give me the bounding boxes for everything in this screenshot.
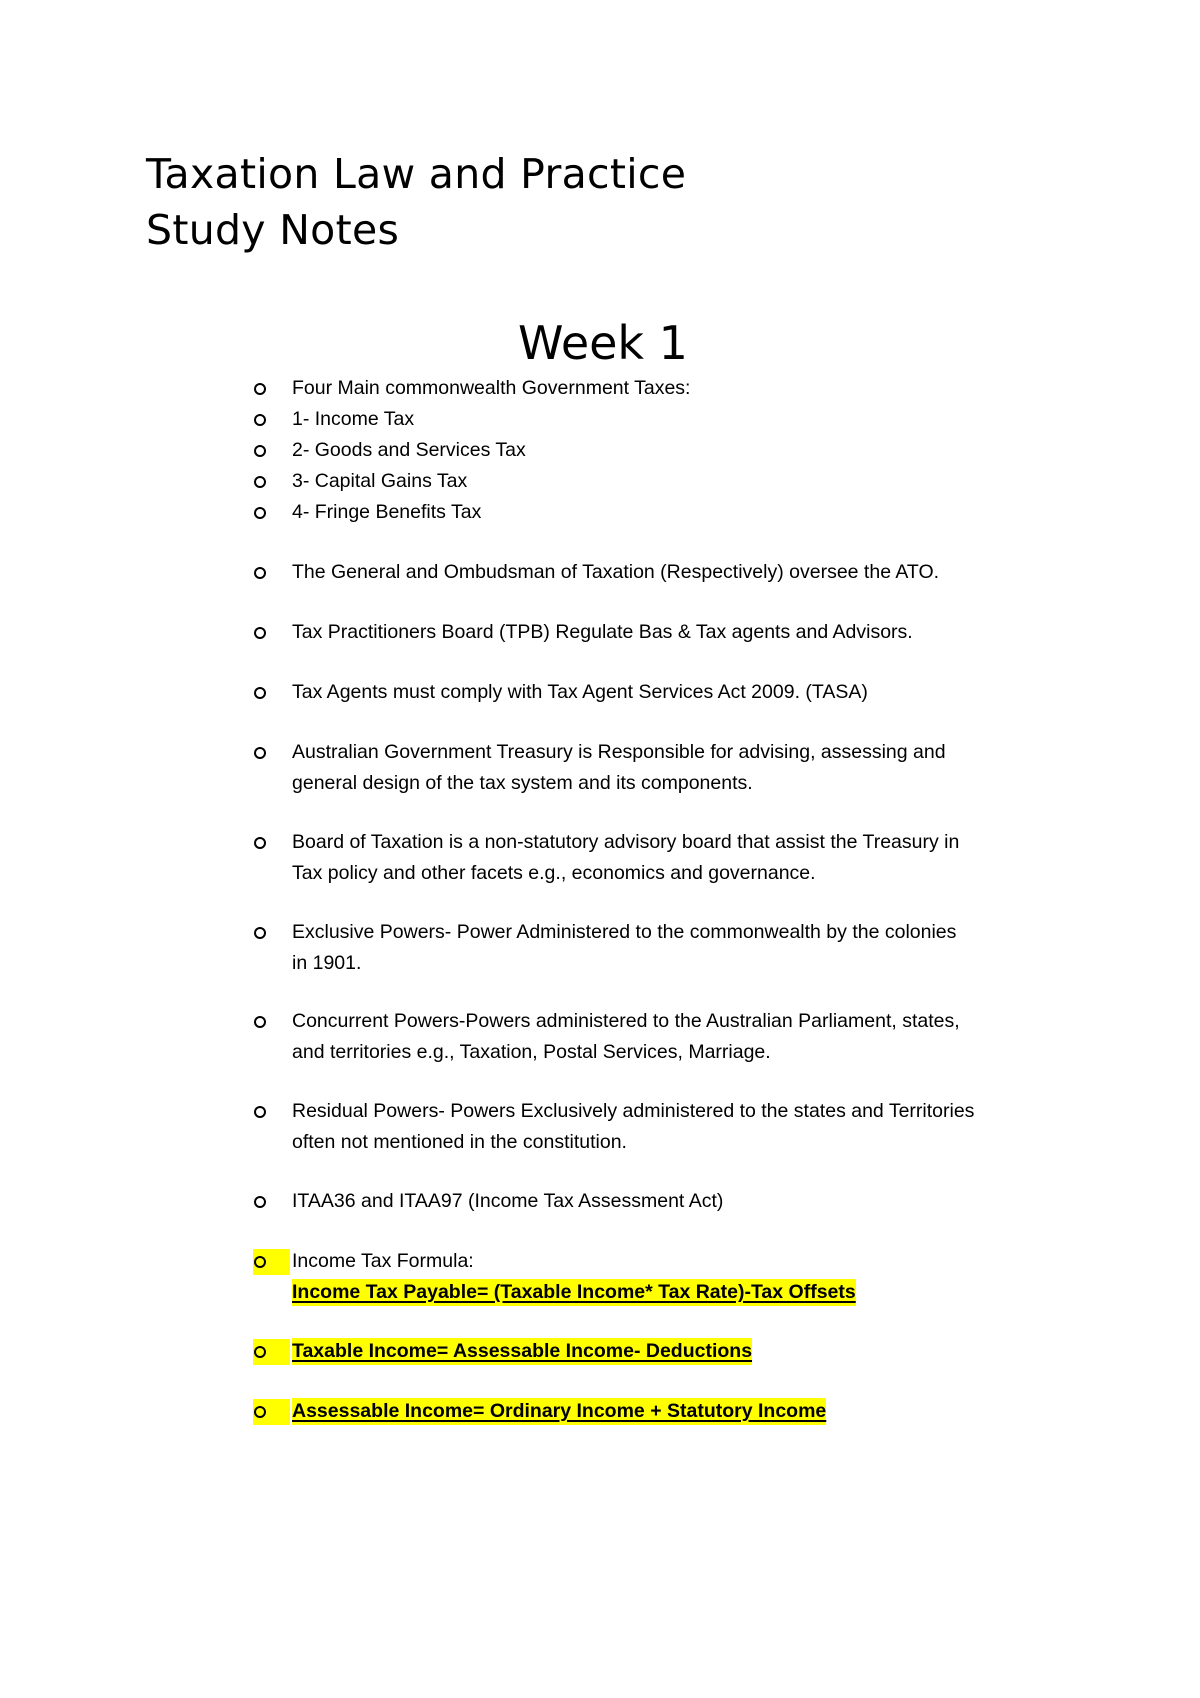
bullet-icon [254, 1106, 266, 1118]
list-item-text: Concurrent Powers-Powers administered to the Australian Parliament, states, [292, 1010, 960, 1032]
list-item-text: Income Tax Formula: [292, 1250, 474, 1272]
bullet-icon [254, 383, 266, 395]
bullet-icon [254, 1406, 266, 1418]
document-title [146, 146, 686, 258]
list-item-text: Tax Practitioners Board (TPB) Regulate Bas & Tax agents and Advisors. [292, 621, 913, 643]
list-item-text: 4- Fringe Benefits Tax [292, 501, 482, 523]
list-item-text: The General and Ombudsman of Taxation (Respectively) oversee the ATO. [292, 561, 940, 583]
bullet-icon [254, 567, 266, 579]
list-item-text: general design of the tax system and its components. [292, 772, 753, 794]
list-item-text: Residual Powers- Powers Exclusively administered to the states and Territories [292, 1100, 975, 1122]
bullet-icon [254, 1016, 266, 1028]
bullet-icon [254, 927, 266, 939]
list-item-text: ITAA36 and ITAA97 (Income Tax Assessment Act) [292, 1190, 724, 1212]
bullet-icon [254, 747, 266, 759]
list-item-text: Four Main commonwealth Government Taxes: [292, 377, 691, 399]
list-item-text: often not mentioned in the constitution. [292, 1131, 627, 1153]
document-title-line-1: Taxation Law and Practice [146, 150, 687, 198]
highlighted-formula: Income Tax Payable= (Taxable Income* Tax Rate)-Tax Offsets [292, 1279, 856, 1306]
bullet-icon [254, 627, 266, 639]
bullet-icon [254, 1256, 266, 1268]
list-item-text: in 1901. [292, 952, 362, 974]
bullet-icon [254, 445, 266, 457]
highlighted-formula: Taxable Income= Assessable Income- Deductions [292, 1338, 752, 1365]
bullet-icon [254, 507, 266, 519]
list-item-text: Board of Taxation is a non-statutory advisory board that assist the Treasury in [292, 831, 960, 853]
list-item-text: and territories e.g., Taxation, Postal Services, Marriage. [292, 1041, 771, 1063]
list-item-text: Tax policy and other facets e.g., economics and governance. [292, 862, 816, 884]
bullet-icon [254, 1196, 266, 1208]
list-item-text: Australian Government Treasury is Responsible for advising, assessing and [292, 741, 946, 763]
bullet-icon [254, 1346, 266, 1358]
document-title-line-2: Study Notes [146, 206, 400, 254]
bullet-icon [254, 687, 266, 699]
list-item-text: Tax Agents must comply with Tax Agent Services Act 2009. (TASA) [292, 681, 868, 703]
list-item-text: 1- Income Tax [292, 408, 415, 430]
week-heading: Week 1 [518, 316, 688, 370]
list-item-text: Exclusive Powers- Power Administered to the commonwealth by the colonies [292, 921, 957, 943]
bullet-icon [254, 837, 266, 849]
bullet-icon [254, 476, 266, 488]
highlighted-formula: Assessable Income= Ordinary Income + Statutory Income [292, 1398, 826, 1425]
list-item-text: 2- Goods and Services Tax [292, 439, 526, 461]
list-item-text: 3- Capital Gains Tax [292, 470, 468, 492]
bullet-icon [254, 414, 266, 426]
